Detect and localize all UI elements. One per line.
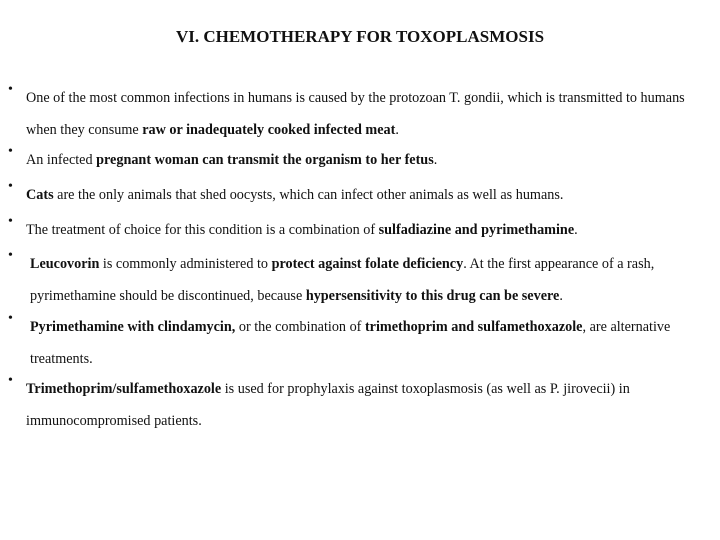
bullet-dot: • (8, 311, 13, 326)
bullet-text: An infected pregnant woman can transmit the organism to her fetus. (26, 152, 438, 168)
bullet-text: Pyrimethamine with clindamycin, or the combination of trimethoprim and sulfamethoxazole, are alternative treatments. (30, 319, 671, 367)
bullet-text: Leucovorin is commonly administered to protect against folate deficiency. At the first appearance of a rash, pyrimethamine should be discontinued, because hypersensitivity to this drug can be severe. (30, 256, 655, 304)
bullet-text: One of the most common infections in humans is caused by the protozoan T. gondii, which is transmitted to humans when they consume raw or inadequately cooked infected meat. (26, 90, 685, 138)
bullet-dot: • (8, 214, 13, 229)
bullet-text: Cats are the only animals that shed oocysts, which can infect other animals as well as humans. (26, 187, 564, 203)
bullet-dot: • (8, 82, 13, 97)
bullet-dot: • (8, 144, 13, 159)
bullet-dot: • (8, 373, 13, 388)
bullet-dot: • (8, 248, 13, 263)
slide-title: VI. CHEMOTHERAPY FOR TOXOPLASMOSIS (175, 27, 545, 46)
bullet-text: The treatment of choice for this condition is a combination of sulfadiazine and pyrimethamine. (26, 222, 578, 238)
bullet-text: Trimethoprim/sulfamethoxazole is used for prophylaxis against toxoplasmosis (as well as P. jirovecii) in immunocompromised patients. (26, 381, 630, 429)
bullet-dot: • (8, 179, 13, 194)
